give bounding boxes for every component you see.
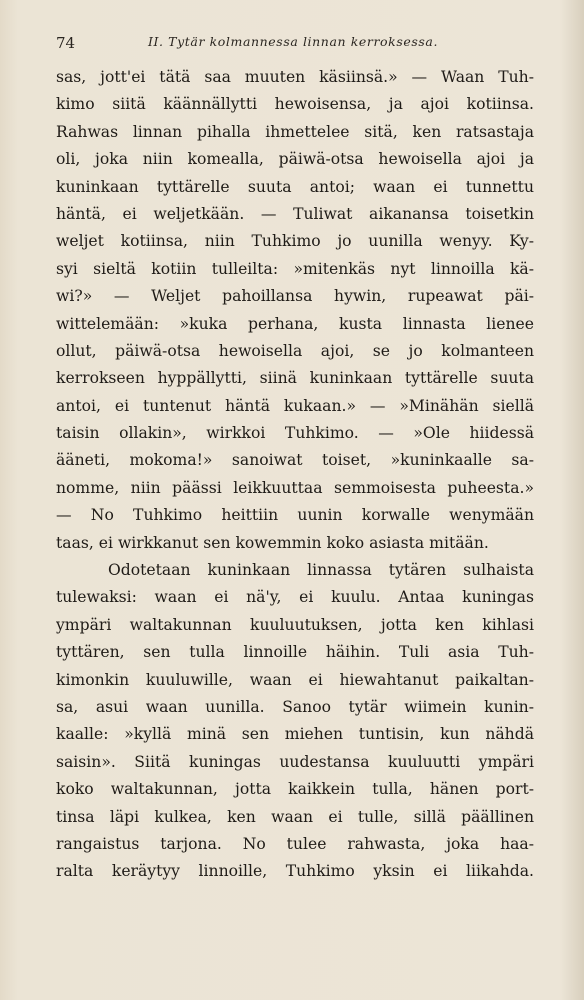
text-line: sa, asui waan uunilla. Sanoo tytär wiimein kunin- xyxy=(56,697,534,716)
running-head: II. Tytär kolmannessa linnan kerroksessa. xyxy=(147,34,439,49)
text-line: ympäri waltakunnan kuuluutuksen, jotta ken kihlasi xyxy=(56,615,534,634)
text-line: ollut, päiwä-otsa hewoisella ajoi, se jo kolmanteen xyxy=(56,341,534,360)
text-line: taisin ollakin», wirkkoi Tuhkimo. — »Ole hiidessä xyxy=(56,424,534,443)
text-line: nomme, niin päässi leikkuuttaa semmoisesta puheesta.» xyxy=(56,478,534,497)
text-line: — No Tuhkimo heittiin uunin korwalle wenymään xyxy=(56,506,534,525)
text-line: Rahwas linnan pihalla ihmettelee sitä, ken ratsastaja xyxy=(56,122,534,141)
text-line: taas, ei wirkkanut sen kowemmin koko asiasta mitään. xyxy=(56,533,489,552)
text-line: häntä, ei weljetkään. — Tuliwat aikanansa toisetkin xyxy=(56,204,534,223)
text-line: tulewaksi: waan ei nä'y, ei kuulu. Antaa kuningas xyxy=(56,588,534,607)
text-line: wittelemään: »kuka perhana, kusta linnasta lienee xyxy=(56,314,534,333)
text-line: tyttären, sen tulla linnoille häihin. Tuli asia Tuh- xyxy=(56,643,534,662)
page-header xyxy=(56,30,530,56)
body-text xyxy=(56,64,534,886)
text-line: ääneti, mokoma!» sanoiwat toiset, »kuninkaalle sa- xyxy=(56,451,534,470)
text-line: koko waltakunnan, jotta kaikkein tulla, hänen port- xyxy=(56,780,534,799)
text-line: saisin». Siitä kuningas uudestansa kuuluutti ympäri xyxy=(56,752,534,771)
text-line: weljet kotiinsa, niin Tuhkimo jo uunilla wenyy. Ky- xyxy=(56,232,534,251)
text-line: antoi, ei tuntenut häntä kukaan.» — »Minähän siellä xyxy=(56,396,534,415)
text-line: oli, joka niin komealla, päiwä-otsa hewoisella ajoi ja xyxy=(56,150,534,169)
text-line: Odotetaan kuninkaan linnassa tytären sulhaista xyxy=(108,561,534,580)
text-line: kimonkin kuuluwille, waan ei hiewahtanut paikaltan- xyxy=(56,670,534,689)
text-line: sas, jott'ei tätä saa muuten käsiinsä.» — Waan Tuh- xyxy=(56,68,534,86)
text-line: kimo siitä käännällytti hewoisensa, ja ajoi kotiinsa. xyxy=(56,95,534,114)
page-number: 74 xyxy=(56,34,76,52)
text-line: syi sieltä kotiin tulleilta: »mitenkäs nyt linnoilla kä- xyxy=(56,259,534,278)
text-line: kuninkaan tyttärelle suuta antoi; waan ei tunnettu xyxy=(56,177,534,196)
text-line: rangaistus tarjona. No tulee rahwasta, joka haa- xyxy=(56,834,534,853)
text-line: tinsa läpi kulkea, ken waan ei tulle, sillä päällinen xyxy=(56,807,534,826)
text-line: wi?» — Weljet pahoillansa hywin, rupeawat päi- xyxy=(56,287,534,306)
text-line: ralta keräytyy linnoille, Tuhkimo yksin ei liikahda. xyxy=(56,862,534,881)
text-line: kaalle: »kyllä minä sen miehen tuntisin, kun nähdä xyxy=(56,725,534,744)
text-line: kerrokseen hyppällytti, siinä kuninkaan tyttärelle suuta xyxy=(56,369,534,388)
